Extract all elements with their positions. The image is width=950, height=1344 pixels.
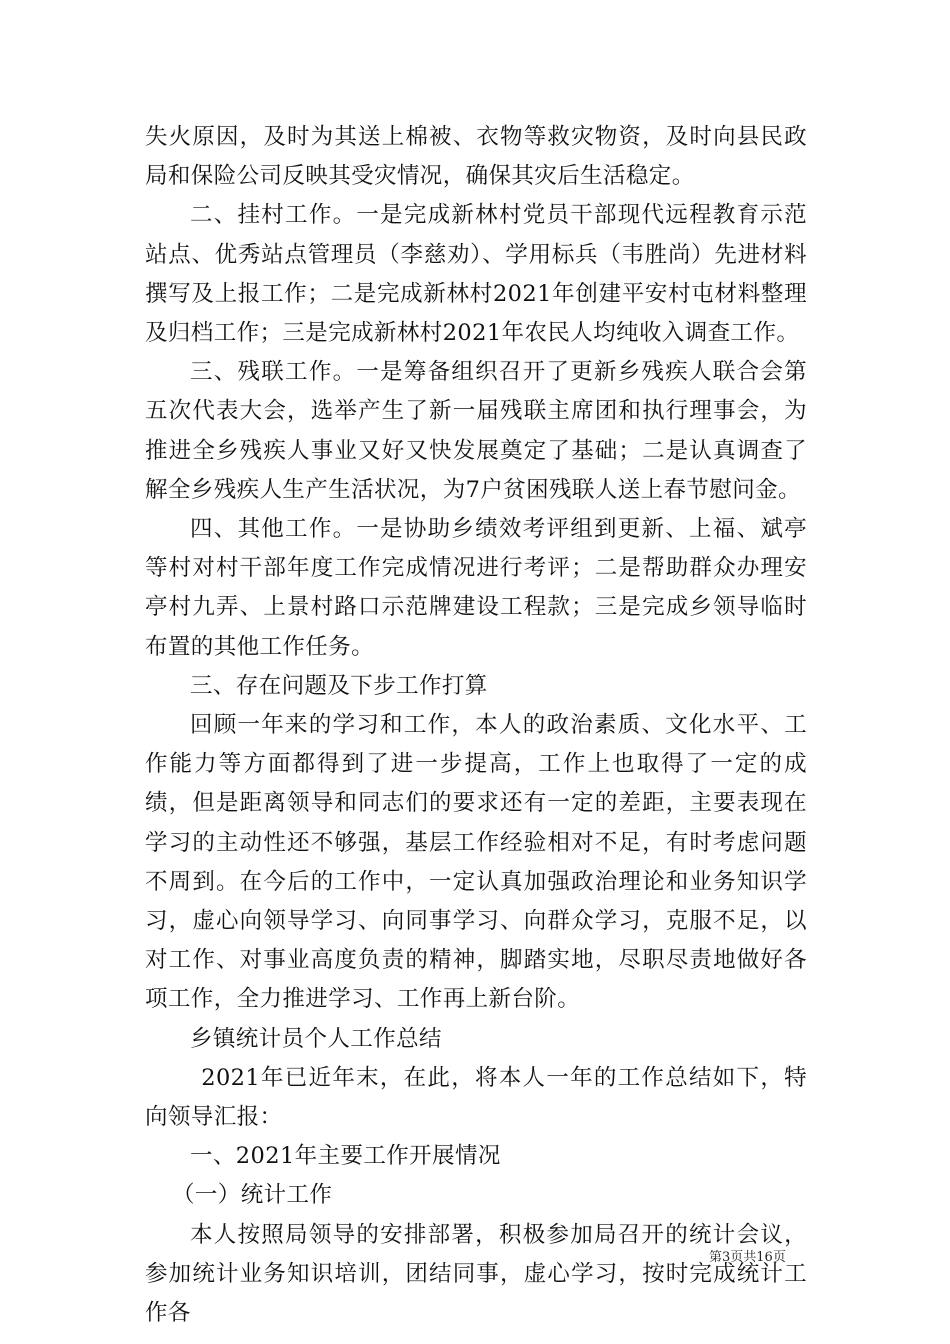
- section-heading-problems: 三、存在问题及下步工作打算: [190, 672, 488, 699]
- subsection-heading-statistics: （一）统计工作: [172, 1182, 333, 1209]
- paragraph-other-work: 四、其他工作。一是协助乡绩效考评组到更新、上福、斌亭等村对村干部年度工作完成情况进行考评；二是帮助群众办理安亭村九弄、上景村路口示范牌建设工程款；三是完成乡领导临时布置的其他工作任务。: [145, 516, 807, 660]
- document-title: 乡镇统计员个人工作总结: [190, 1025, 442, 1052]
- document-body: [145, 118, 807, 1333]
- paragraph-disability-federation: 三、残联工作。一是筹备组织召开了更新乡残疾人联合会第五次代表大会，选举产生了新一届残联主席团和执行理事会，为推进全乡残疾人事业又好又快发展奠定了基础；二是认真调查了解全乡残疾人生产生活状况，为7户贫困残联人送上春节慰问金。: [145, 359, 807, 503]
- paragraph-intro: 2021年已近年末，在此，将本人一年的工作总结如下，特向领导汇报：: [145, 1064, 807, 1131]
- page-number: 第3页共16页: [709, 1250, 786, 1265]
- paragraph-statistics: 本人按照局领导的安排部署，积极参加局召开的统计会议，参加统计业务知识培训，团结同事，虚心学习，按时完成统计工作各: [145, 1221, 807, 1327]
- paragraph-review: 回顾一年来的学习和工作，本人的政治素质、文化水平、工作能力等方面都得到了进一步提高，工作上也取得了一定的成绩，但是距离领导和同志们的要求还有一定的差距，主要表现在学习的主动性还不够强，基层工作经验相对不足，有时考虑问题不周到。在今后的工作中，一定认真加强政治理论和业务知识学习，虚心向领导学习、向同事学习、向群众学习，克服不足，以对工作、对事业高度负责的精神，脚踏实地，尽职尽责地做好各项工作，全力推进学习、工作再上新台阶。: [145, 712, 807, 1013]
- paragraph-village-work: 二、挂村工作。一是完成新林村党员干部现代远程教育示范站点、优秀站点管理员（李慈劝）、学用标兵（韦胜尚）先进材料撰写及上报工作；二是完成新林村2021年创建平安村屯材料整理及归档工作；三是完成新林村2021年农民人均纯收入调查工作。: [145, 202, 807, 347]
- section-heading-main-work: 一、2021年主要工作开展情况: [190, 1143, 501, 1170]
- paragraph-continuation: 失火原因，及时为其送上棉被、衣物等救灾物资，及时向县民政局和保险公司反映其受灾情况，确保其灾后生活稳定。: [145, 124, 807, 190]
